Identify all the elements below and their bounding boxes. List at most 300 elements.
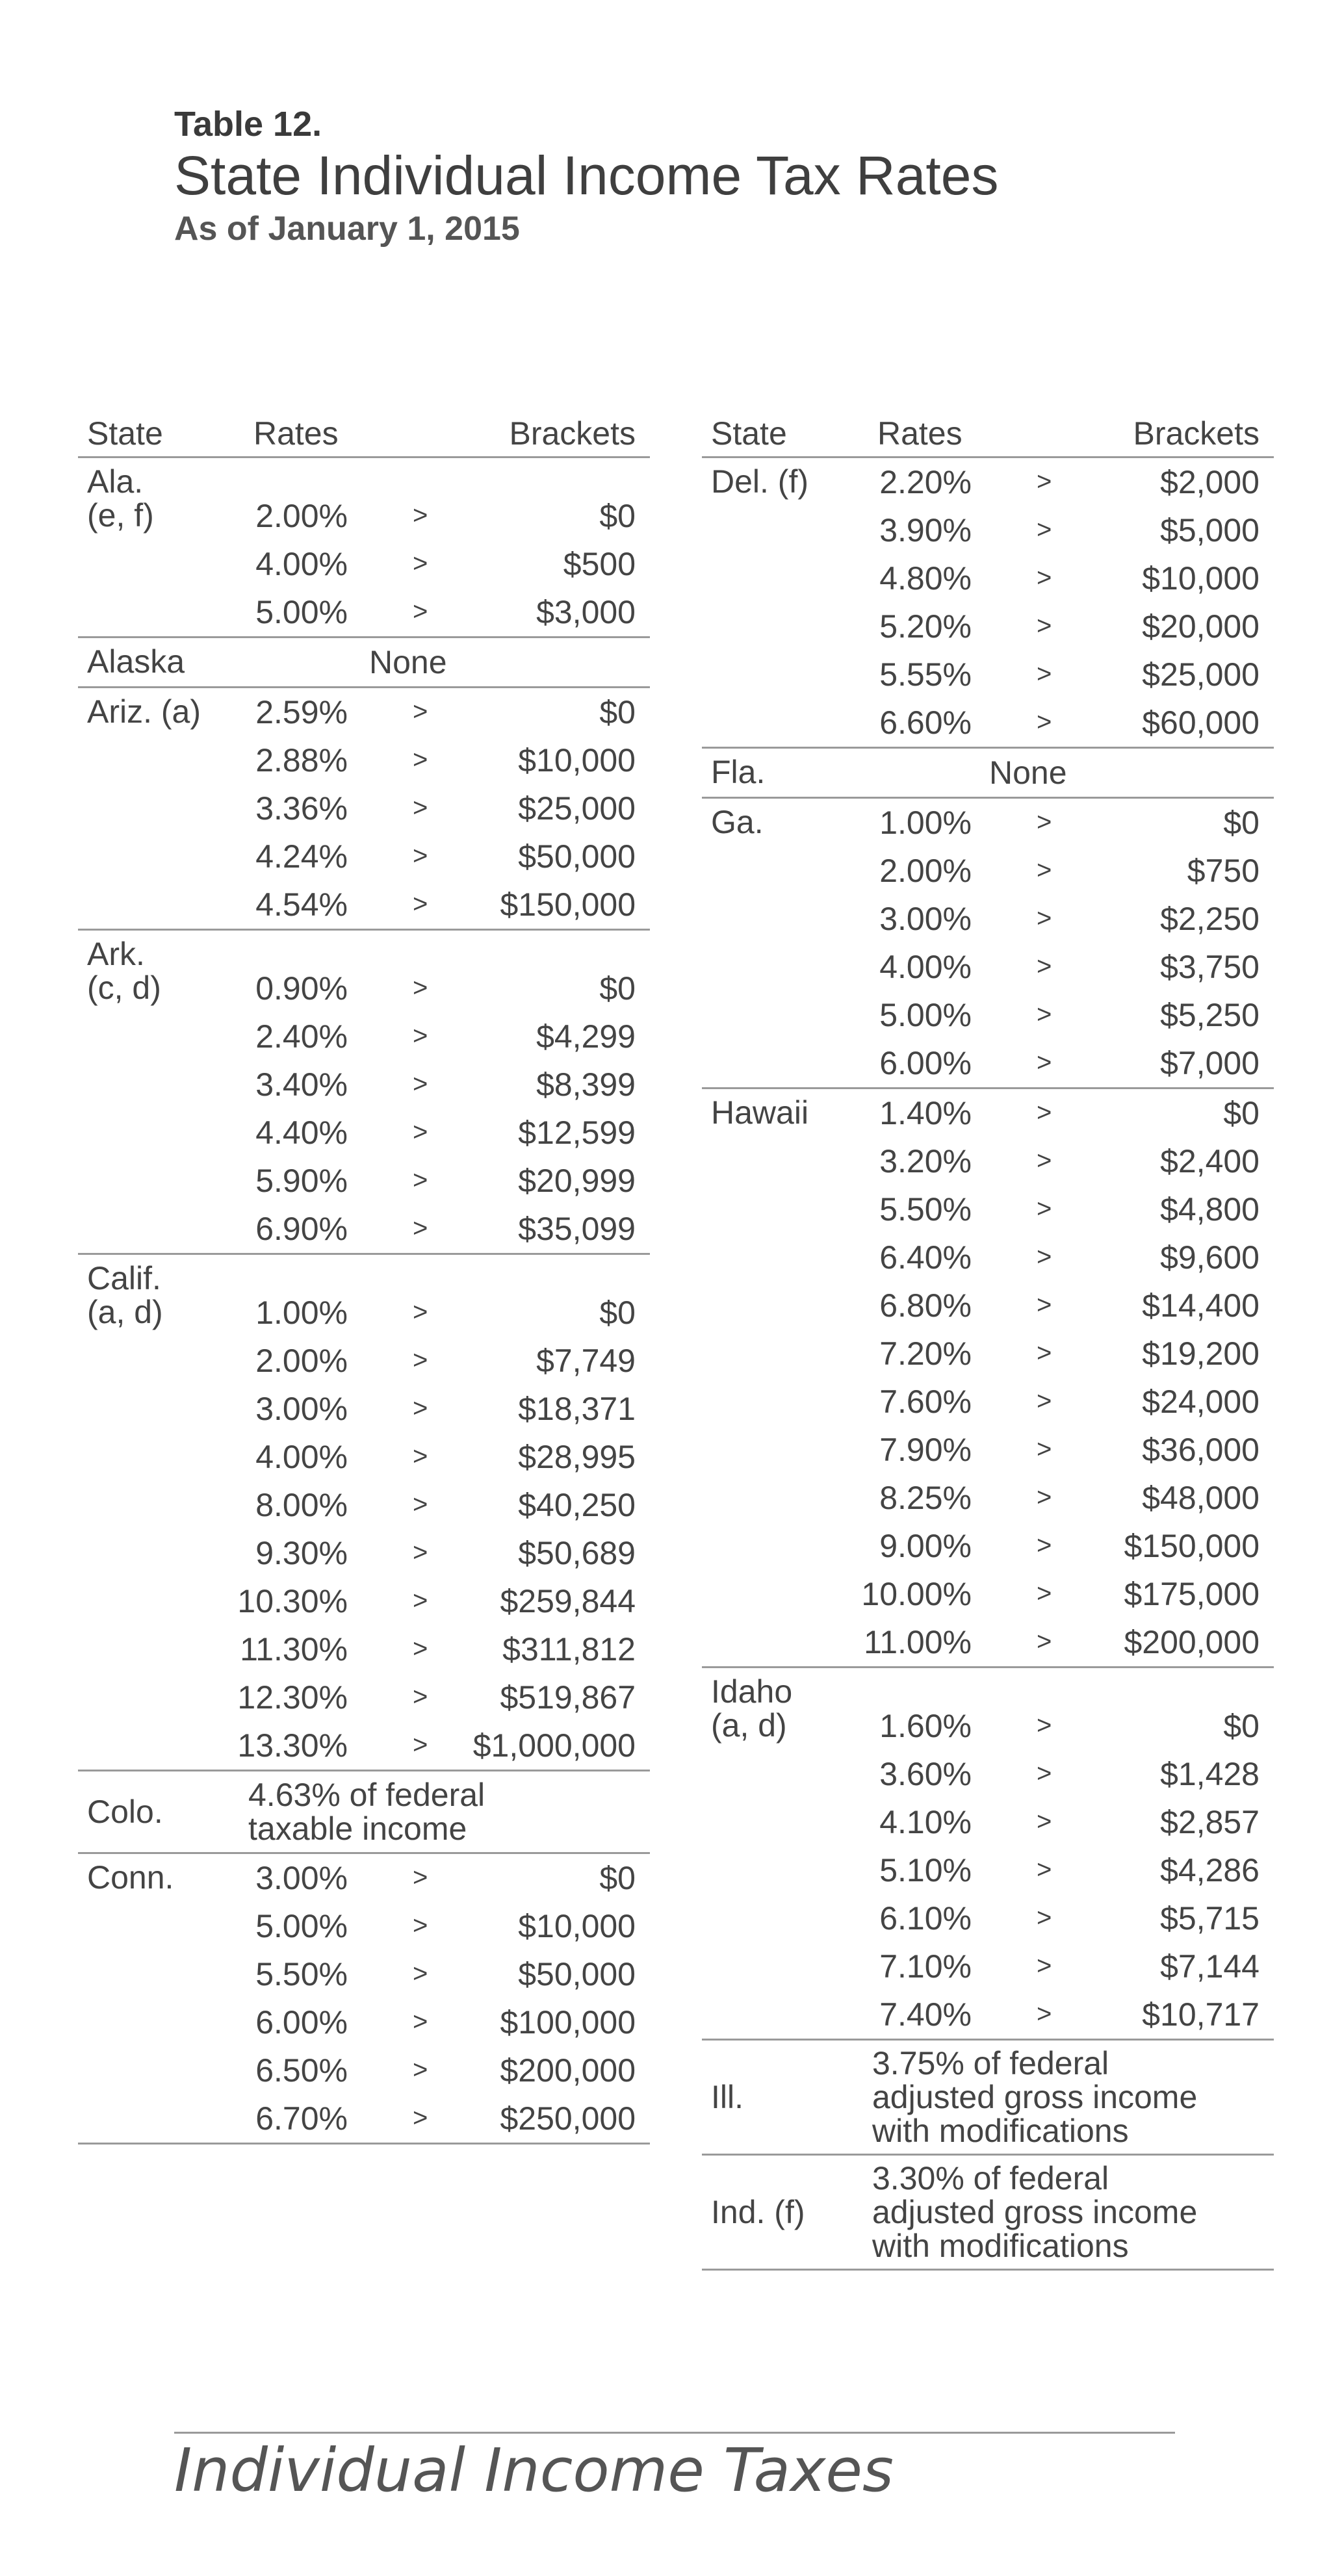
rate-cell: 4.54%	[255, 886, 348, 923]
gt-symbol: >	[413, 1298, 428, 1326]
note-text: 3.30% of federal	[872, 2160, 1109, 2196]
gt-symbol: >	[413, 2055, 428, 2084]
bracket-cell: $3,000	[536, 594, 636, 630]
gt-symbol: >	[413, 1214, 428, 1243]
state-name: Ariz. (a)	[87, 693, 201, 730]
gt-symbol: >	[413, 973, 428, 1002]
bracket-cell: $4,800	[1160, 1191, 1260, 1228]
table-row	[702, 1378, 1274, 1426]
table-row	[78, 1109, 650, 1157]
table-row	[702, 1137, 1274, 1185]
state-name: Ga.	[711, 804, 764, 840]
rate-cell: 1.60%	[879, 1708, 972, 1744]
gt-symbol: >	[413, 890, 428, 918]
gt-symbol: >	[1037, 1759, 1052, 1788]
note-text: adjusted gross income	[872, 2194, 1198, 2230]
rate-cell: 3.40%	[255, 1066, 348, 1103]
state-note: (e, f)	[87, 497, 154, 534]
rate-cell: 8.00%	[255, 1487, 348, 1523]
table-row	[702, 1089, 1274, 1137]
rate-cell: 1.00%	[879, 805, 972, 841]
state-note: (c, d)	[87, 970, 161, 1006]
state-name: Calif.	[87, 1260, 161, 1296]
gt-symbol: >	[413, 793, 428, 822]
gt-symbol: >	[1037, 467, 1052, 496]
none-text: None	[369, 644, 447, 680]
header-rates: Rates	[877, 415, 963, 452]
bracket-cell: $150,000	[500, 886, 636, 923]
state-name: Conn.	[87, 1859, 174, 1896]
table-row	[702, 1846, 1274, 1894]
table-row	[702, 650, 1274, 699]
rate-cell: 2.00%	[255, 1343, 348, 1379]
rate-cell: 3.36%	[255, 790, 348, 827]
bracket-cell: $5,000	[1160, 512, 1260, 548]
state-block-ga	[702, 799, 1274, 1089]
rate-cell: 9.30%	[255, 1535, 348, 1571]
bracket-cell: $10,000	[518, 742, 636, 779]
gt-symbol: >	[1037, 1339, 1052, 1367]
rate-cell: 6.00%	[879, 1045, 972, 1081]
table-row	[78, 492, 650, 540]
page-title: State Individual Income Tax Rates	[174, 145, 999, 206]
bracket-cell: $25,000	[518, 790, 636, 827]
gt-symbol: >	[1037, 1435, 1052, 1463]
rate-cell: 12.30%	[237, 1679, 348, 1716]
bracket-cell: $4,299	[536, 1018, 636, 1055]
gt-symbol: >	[1037, 2000, 1052, 2028]
state-block-alaska	[78, 638, 650, 688]
table-row	[78, 784, 650, 832]
rate-cell: 11.30%	[240, 1631, 348, 1668]
bracket-cell: $7,749	[536, 1343, 636, 1379]
table-row	[78, 1854, 650, 1902]
rate-cell: 4.00%	[255, 1439, 348, 1475]
rate-cell: 6.60%	[879, 704, 972, 741]
rate-cell: 5.20%	[879, 608, 972, 645]
bracket-cell: $0	[599, 1860, 636, 1896]
gt-symbol: >	[413, 1394, 428, 1423]
state-block-ind	[702, 2156, 1274, 2271]
table-row	[78, 1625, 650, 1673]
gt-symbol: >	[1037, 563, 1052, 592]
bracket-cell: $2,857	[1160, 1804, 1260, 1840]
page-subtitle: As of January 1, 2015	[174, 210, 520, 248]
table-row	[78, 1157, 650, 1205]
table-row	[78, 1721, 650, 1770]
bracket-cell: $519,867	[500, 1679, 636, 1716]
bracket-cell: $28,995	[518, 1439, 636, 1475]
gt-symbol: >	[413, 597, 428, 626]
bracket-cell: $19,200	[1142, 1335, 1260, 1372]
rate-cell: 6.50%	[255, 2052, 348, 2089]
state-block-ariz	[78, 688, 650, 931]
state-name: Fla.	[711, 754, 766, 790]
gt-symbol: >	[1037, 1951, 1052, 1980]
gt-symbol: >	[1037, 1048, 1052, 1077]
bracket-cell: $311,812	[502, 1631, 636, 1668]
gt-symbol: >	[413, 1166, 428, 1194]
rate-cell: 2.00%	[879, 853, 972, 889]
gt-symbol: >	[413, 501, 428, 530]
gt-symbol: >	[1037, 1387, 1052, 1415]
table-row	[78, 881, 650, 929]
bracket-cell: $8,399	[536, 1066, 636, 1103]
rate-cell: 4.80%	[879, 560, 972, 597]
rate-cell: 5.90%	[255, 1163, 348, 1199]
table-row	[78, 1902, 650, 1950]
table-row	[78, 1337, 650, 1385]
bracket-cell: $2,400	[1160, 1143, 1260, 1179]
table-row	[702, 1282, 1274, 1330]
rate-cell: 3.20%	[879, 1143, 972, 1179]
state-name: Ala.	[87, 463, 144, 500]
table-row	[78, 964, 650, 1012]
table-row	[702, 1330, 1274, 1378]
gt-symbol: >	[413, 2104, 428, 2132]
bracket-cell: $4,286	[1160, 1852, 1260, 1888]
table-row	[702, 458, 1274, 506]
rate-cell: 5.10%	[879, 1852, 972, 1888]
rate-cell: 3.60%	[879, 1756, 972, 1792]
header-brackets: Brackets	[509, 415, 636, 452]
note-text: with modifications	[872, 2228, 1129, 2264]
header-state: State	[711, 415, 787, 452]
rate-cell: 4.10%	[879, 1804, 972, 1840]
rate-cell: 2.88%	[255, 742, 348, 779]
rate-cell: 6.80%	[879, 1287, 972, 1324]
table-row	[702, 1233, 1274, 1282]
bracket-cell: $0	[599, 498, 636, 534]
table-row	[78, 540, 650, 588]
gt-symbol: >	[1037, 1531, 1052, 1560]
bracket-cell: $259,844	[500, 1583, 636, 1619]
note-text: 4.63% of federal	[248, 1777, 485, 1813]
table-row	[78, 1289, 650, 1337]
gt-symbol: >	[1037, 856, 1052, 884]
gt-symbol: >	[1037, 660, 1052, 688]
rate-cell: 5.00%	[879, 997, 972, 1033]
table-row	[78, 1433, 650, 1481]
bracket-cell: $200,000	[1124, 1624, 1260, 1660]
table-row	[702, 1750, 1274, 1798]
gt-symbol: >	[413, 842, 428, 870]
table-row	[702, 1039, 1274, 1087]
table-row	[702, 991, 1274, 1039]
column-header	[78, 408, 650, 458]
bracket-cell: $150,000	[1124, 1528, 1260, 1564]
table-row	[78, 1205, 650, 1253]
gt-symbol: >	[1037, 952, 1052, 981]
table-row	[702, 602, 1274, 650]
table-row	[702, 943, 1274, 991]
state-block-ill	[702, 2041, 1274, 2156]
state-name: Colo.	[87, 1794, 163, 1830]
state-note: (a, d)	[87, 1294, 163, 1330]
bracket-cell: $9,600	[1160, 1239, 1260, 1276]
table-row	[78, 2046, 650, 2094]
table-row	[78, 1673, 650, 1721]
bracket-cell: $7,000	[1160, 1045, 1260, 1081]
table-row	[78, 1385, 650, 1433]
rate-cell: 5.50%	[879, 1191, 972, 1228]
gt-symbol: >	[413, 1538, 428, 1567]
gt-symbol: >	[1037, 1243, 1052, 1271]
gt-symbol: >	[1037, 1903, 1052, 1932]
bracket-cell: $500	[563, 546, 636, 582]
table-row	[702, 1702, 1274, 1750]
gt-symbol: >	[1037, 1146, 1052, 1175]
state-block-hawaii	[702, 1089, 1274, 1668]
table-row	[702, 1798, 1274, 1846]
gt-symbol: >	[413, 1959, 428, 1988]
rate-cell: 7.20%	[879, 1335, 972, 1372]
footer-rule	[174, 2432, 1175, 2434]
gt-symbol: >	[413, 1863, 428, 1892]
bracket-cell: $1,428	[1160, 1756, 1260, 1792]
rate-cell: 3.00%	[255, 1391, 348, 1427]
bracket-cell: $60,000	[1142, 704, 1260, 741]
table-row	[78, 588, 650, 636]
note-text: 3.75% of federal	[872, 2045, 1109, 2081]
state-name: Ill.	[711, 2079, 743, 2115]
gt-symbol: >	[413, 1634, 428, 1663]
gt-symbol: >	[1037, 708, 1052, 736]
right-table	[702, 408, 1274, 2271]
rate-cell: 9.00%	[879, 1528, 972, 1564]
rate-cell: 3.00%	[255, 1860, 348, 1896]
gt-symbol: >	[1037, 1098, 1052, 1127]
rate-cell: 0.90%	[255, 970, 348, 1007]
gt-symbol: >	[1037, 1194, 1052, 1223]
bracket-cell: $20,999	[518, 1163, 636, 1199]
gt-symbol: >	[1037, 1000, 1052, 1029]
rate-cell: 4.00%	[879, 949, 972, 985]
table-row	[702, 1618, 1274, 1666]
table-row	[78, 1481, 650, 1529]
gt-symbol: >	[1037, 1483, 1052, 1512]
gt-symbol: >	[413, 1070, 428, 1098]
table-row	[702, 506, 1274, 554]
bracket-cell: $0	[599, 970, 636, 1007]
table-row	[78, 2094, 650, 2143]
state-block-del	[702, 458, 1274, 749]
gt-symbol: >	[1037, 1711, 1052, 1740]
rate-cell: 5.50%	[255, 1956, 348, 1992]
bracket-cell: $100,000	[500, 2004, 636, 2041]
footer-title: Individual Income Taxes	[174, 2436, 894, 2505]
state-block-ark	[78, 931, 650, 1255]
bracket-cell: $36,000	[1142, 1432, 1260, 1468]
bracket-cell: $0	[1223, 1708, 1260, 1744]
rate-cell: 6.10%	[879, 1900, 972, 1937]
bracket-cell: $24,000	[1142, 1384, 1260, 1420]
table-row	[702, 1426, 1274, 1474]
gt-symbol: >	[1037, 1627, 1052, 1656]
rate-cell: 8.25%	[879, 1480, 972, 1516]
gt-symbol: >	[413, 2007, 428, 2036]
bracket-cell: $25,000	[1142, 656, 1260, 693]
gt-symbol: >	[413, 1118, 428, 1146]
bracket-cell: $3,750	[1160, 949, 1260, 985]
bracket-cell: $48,000	[1142, 1480, 1260, 1516]
rate-cell: 7.10%	[879, 1948, 972, 1985]
gt-symbol: >	[1037, 1855, 1052, 1884]
rate-cell: 2.00%	[255, 498, 348, 534]
bracket-cell: $0	[599, 1294, 636, 1331]
rate-cell: 5.00%	[255, 1908, 348, 1944]
rate-cell: 7.90%	[879, 1432, 972, 1468]
bracket-cell: $7,144	[1160, 1948, 1260, 1985]
bracket-cell: $50,689	[518, 1535, 636, 1571]
gt-symbol: >	[1037, 612, 1052, 640]
rate-cell: 4.00%	[255, 546, 348, 582]
gt-symbol: >	[413, 1682, 428, 1711]
bracket-cell: $0	[1223, 1095, 1260, 1131]
bracket-cell: $0	[599, 694, 636, 730]
bracket-cell: $250,000	[500, 2100, 636, 2137]
table-row	[702, 799, 1274, 847]
bracket-cell: $200,000	[500, 2052, 636, 2089]
table-row	[78, 1061, 650, 1109]
rate-cell: 5.00%	[255, 594, 348, 630]
note-text: with modifications	[872, 2113, 1129, 2149]
column-header	[702, 408, 1274, 458]
gt-symbol: >	[413, 1022, 428, 1050]
bracket-cell: $5,250	[1160, 997, 1260, 1033]
gt-symbol: >	[413, 697, 428, 726]
bracket-cell: $40,250	[518, 1487, 636, 1523]
rate-cell: 1.00%	[255, 1294, 348, 1331]
none-text: None	[989, 754, 1067, 791]
gt-symbol: >	[413, 1346, 428, 1374]
header-state: State	[87, 415, 163, 452]
gt-symbol: >	[1037, 515, 1052, 544]
gt-symbol: >	[413, 1442, 428, 1471]
table-row	[78, 1529, 650, 1577]
table-row	[78, 832, 650, 881]
table-row	[702, 895, 1274, 943]
table-number: Table 12.	[174, 105, 322, 144]
bracket-cell: $10,717	[1142, 1996, 1260, 2033]
state-name: Idaho	[711, 1673, 793, 1710]
table-row	[702, 1990, 1274, 2039]
rate-cell: 4.24%	[255, 838, 348, 875]
state-name: Ind. (f)	[711, 2194, 805, 2230]
state-block-conn	[78, 1854, 650, 2145]
table-row	[78, 688, 650, 736]
bracket-cell: $10,000	[518, 1908, 636, 1944]
rate-cell: 6.40%	[879, 1239, 972, 1276]
bracket-cell: $14,400	[1142, 1287, 1260, 1324]
rate-cell: 5.55%	[879, 656, 972, 693]
rate-cell: 10.00%	[861, 1576, 972, 1612]
state-block-idaho	[702, 1668, 1274, 2041]
state-name: Del. (f)	[711, 463, 808, 500]
bracket-cell: $50,000	[518, 1956, 636, 1992]
note-text: taxable income	[248, 1810, 467, 1847]
rate-cell: 3.00%	[879, 901, 972, 937]
rate-cell: 7.60%	[879, 1384, 972, 1420]
bracket-cell: $2,000	[1160, 464, 1260, 500]
state-block-calif	[78, 1255, 650, 1771]
table-row	[702, 554, 1274, 602]
table-row	[78, 1998, 650, 2046]
gt-symbol: >	[413, 1490, 428, 1519]
rate-cell: 4.40%	[255, 1114, 348, 1151]
state-name: Alaska	[87, 643, 185, 680]
gt-symbol: >	[413, 1731, 428, 1759]
table-row	[702, 847, 1274, 895]
gt-symbol: >	[1037, 808, 1052, 836]
rate-cell: 2.40%	[255, 1018, 348, 1055]
gt-symbol: >	[1037, 904, 1052, 933]
bracket-cell: $2,250	[1160, 901, 1260, 937]
state-block-ala	[78, 458, 650, 638]
gt-symbol: >	[1037, 1807, 1052, 1836]
table-row	[702, 1185, 1274, 1233]
table-row	[702, 1942, 1274, 1990]
gt-symbol: >	[1037, 1291, 1052, 1319]
table-row	[702, 1474, 1274, 1522]
gt-symbol: >	[1037, 1579, 1052, 1608]
bracket-cell: $12,599	[518, 1114, 636, 1151]
header-brackets: Brackets	[1133, 415, 1260, 452]
bracket-cell: $50,000	[518, 838, 636, 875]
bracket-cell: $1,000,000	[472, 1727, 636, 1764]
state-block-fla	[702, 749, 1274, 799]
rate-cell: 6.00%	[255, 2004, 348, 2041]
rate-cell: 2.20%	[879, 464, 972, 500]
state-note: (a, d)	[711, 1707, 787, 1744]
rate-cell: 3.90%	[879, 512, 972, 548]
note-text: adjusted gross income	[872, 2079, 1198, 2115]
gt-symbol: >	[413, 1911, 428, 1940]
rate-cell: 2.59%	[255, 694, 348, 730]
table-row	[78, 1012, 650, 1061]
header-rates: Rates	[253, 415, 339, 452]
state-name: Ark.	[87, 936, 145, 972]
rate-cell: 10.30%	[237, 1583, 348, 1619]
table-row	[702, 1894, 1274, 1942]
table-row	[78, 1577, 650, 1625]
left-table	[78, 408, 650, 2145]
rate-cell: 6.70%	[255, 2100, 348, 2137]
bracket-cell: $5,715	[1160, 1900, 1260, 1937]
rate-cell: 1.40%	[879, 1095, 972, 1131]
table-row	[702, 1570, 1274, 1618]
gt-symbol: >	[413, 1586, 428, 1615]
table-row	[78, 736, 650, 784]
bracket-cell: $175,000	[1124, 1576, 1260, 1612]
state-name: Hawaii	[711, 1094, 809, 1131]
bracket-cell: $35,099	[518, 1211, 636, 1247]
gt-symbol: >	[413, 549, 428, 578]
rate-cell: 13.30%	[237, 1727, 348, 1764]
rate-cell: 11.00%	[864, 1624, 972, 1660]
table-row	[78, 1950, 650, 1998]
bracket-cell: $10,000	[1142, 560, 1260, 597]
table-row	[702, 1522, 1274, 1570]
gt-symbol: >	[413, 745, 428, 774]
bracket-cell: $750	[1187, 853, 1260, 889]
table-row	[702, 699, 1274, 747]
bracket-cell: $20,000	[1142, 608, 1260, 645]
rate-cell: 6.90%	[255, 1211, 348, 1247]
state-block-colo	[78, 1771, 650, 1854]
bracket-cell: $18,371	[518, 1391, 636, 1427]
bracket-cell: $0	[1223, 805, 1260, 841]
